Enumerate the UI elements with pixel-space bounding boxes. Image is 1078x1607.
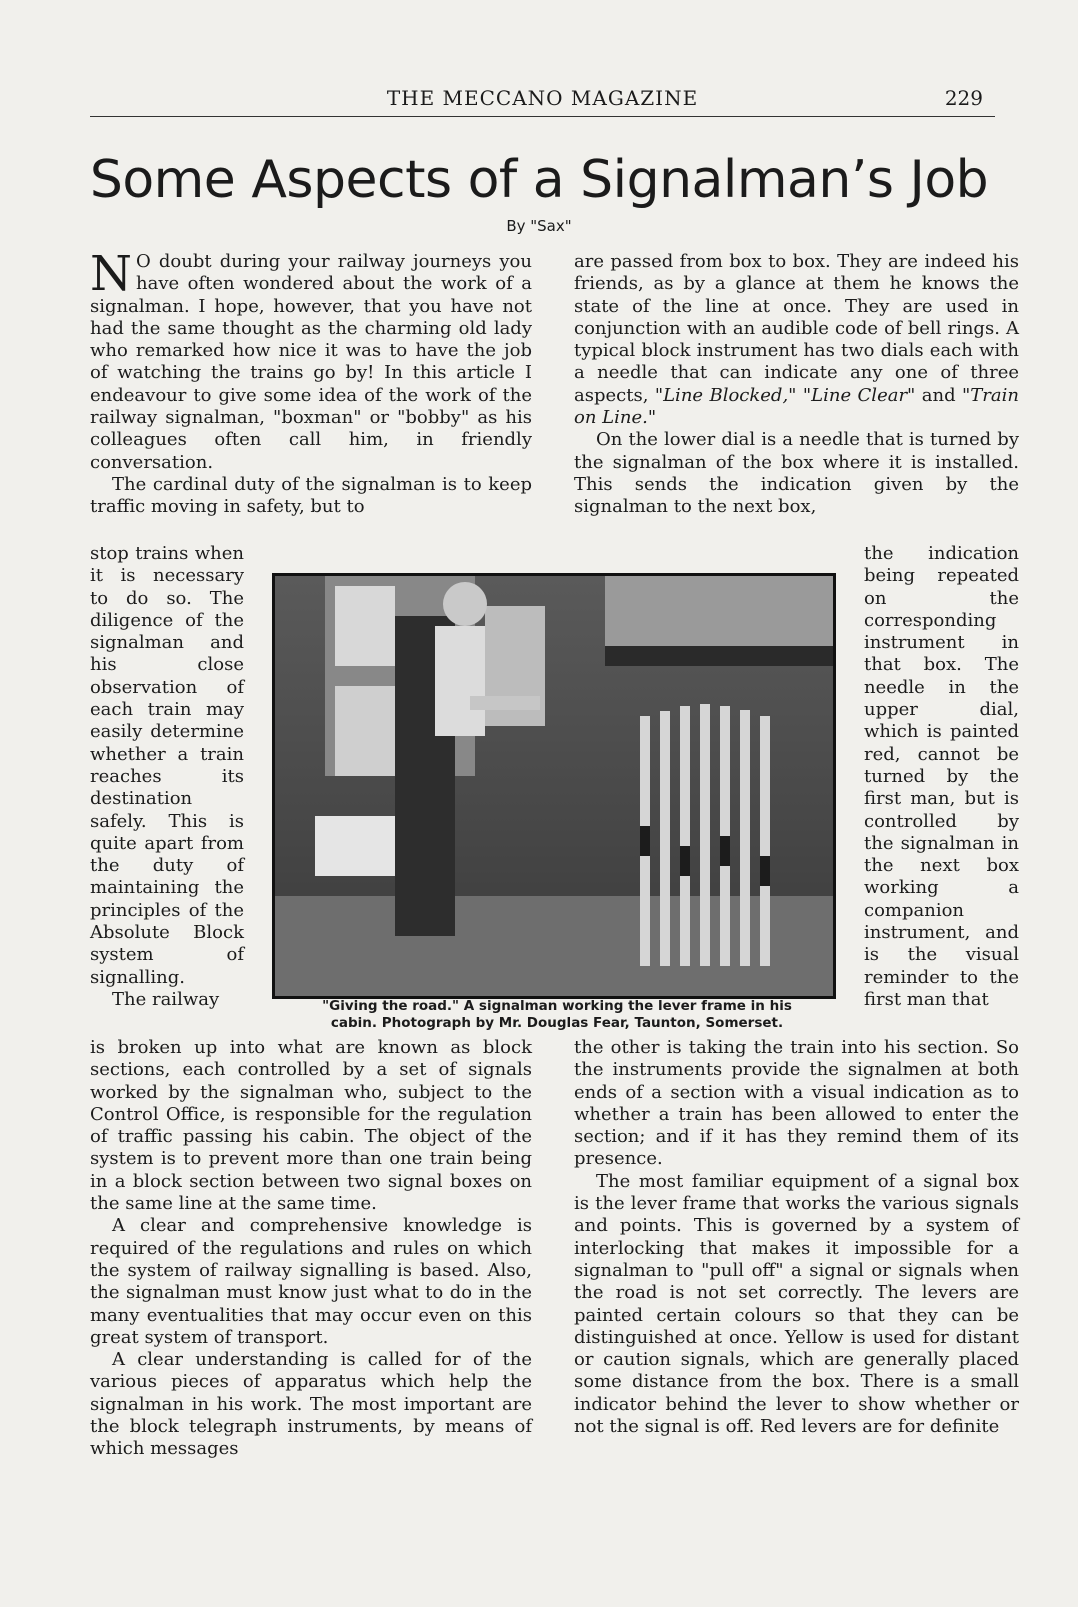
narrow-text-left: stop trains when it is necessary to do so. The diligence of the signalman and his close observation of each train may easily determine whether a train reaches its destination safely. This is quite apart from the duty of maintaining the principles of the Absolute Block system of signalling. (90, 543, 244, 988)
column-left-top (90, 246, 532, 519)
article-byline: By "Sax" (506, 217, 572, 235)
column-right-narrow (864, 543, 1019, 1011)
column-left-bottom (90, 1037, 532, 1461)
paragraph-lower-dial: On the lower dial is a needle that is turned by the signalman of the box where it is installed. This sends the indication given by the signalman to the next box, (574, 429, 1019, 518)
caption-line-1: "Giving the road." A signalman working the lever frame in his (322, 998, 792, 1014)
intro-paragraph: N O doubt during your railway journeys you have often wondered about the work of a signalman. I hope, however, that you have not had the same thought as the charming old lady who remarked how nice it was to have the job of watching the trains go by! In this article I endeavour to give some idea of the work of the railway signalman, "boxman" or "bobby" as his colleagues often call him, in friendly conversation. (90, 246, 532, 473)
column-right-bottom (574, 1037, 1019, 1438)
paragraph-railway-start: The railway (112, 988, 220, 1010)
paragraph-visual-indication: the other is taking the train into his section. So the instruments provide the signalmen at both ends of a section with a visual indication as to whether a train has been allowed to enter the section; and if it has they remind them of its presence. (574, 1037, 1019, 1170)
narrow-text-right: the indication being repeated on the corresponding instrument in that box. The needle in the upper dial, which is painted red, cannot be turned by the first man, but is controlled by the signalman in the next box working a companion instrument, and is the visual reminder to the first man that (864, 543, 1019, 1010)
photo-caption (262, 998, 852, 1032)
column-left-narrow (90, 543, 244, 1011)
caption-line-2: cabin. Photograph by Mr. Douglas Fear, Taunton, Somerset. (330, 1015, 784, 1031)
paragraph-block-instruments: are passed from box to box. They are indeed his friends, as by a glance at them he knows the state of the line at once. They are used in conjunction with an audible code of bell rings. A typical block instrument has two dials each with a needle that can indicate any one of three aspects, "Line Blocked," "Line Clear" and "Train on Line." (574, 251, 1019, 429)
paragraph-knowledge: A clear and comprehensive knowledge is required of the regulations and rules on which the system of railway signalling is based. Also, the signalman must know just what to do in the many eventualities that may occur even on this great system of transport. (90, 1215, 532, 1348)
paragraph-apparatus: A clear understanding is called for of the various pieces of apparatus which help the signalman in his work. The most important are the block telegraph instruments, by means of which messages (90, 1349, 532, 1460)
magazine-name: THE MECCANO MAGAZINE (386, 86, 699, 110)
signalman-photo (272, 573, 836, 999)
paragraph-block-sections: is broken up into what are known as block sections, each controlled by a set of signals worked by the signalman who, subject to the Control Office, is responsible for the regulation of traffic passing his cabin. The object of the system is to prevent more than one train being in a block section between two signal boxes on the same line at the same time. (90, 1037, 532, 1215)
drop-cap: N (90, 246, 132, 302)
running-header (90, 84, 995, 117)
paragraph-cardinal-duty: The cardinal duty of the signalman is to keep traffic moving in safety, but to (90, 473, 532, 518)
page-number: 229 (944, 86, 983, 110)
paragraph-lever-frame: The most familiar equipment of a signal box is the lever frame that works the various signals and points. This is governed by a system of interlocking that makes it impossible for a signalman to "pull off" a signal or signals when the road is not set correctly. The levers are painted certain colours so that they can be distinguished at once. Yellow is used for distant or caution signals, which are generally placed some distance from the box. There is a small indicator behind the lever to show whether or not the signal is off. Red levers are for definite (574, 1170, 1019, 1438)
lever-frame-image (275, 576, 833, 996)
article-title: Some Aspects of a Signalman’s Job (89, 150, 989, 210)
column-right-top (574, 251, 1019, 519)
